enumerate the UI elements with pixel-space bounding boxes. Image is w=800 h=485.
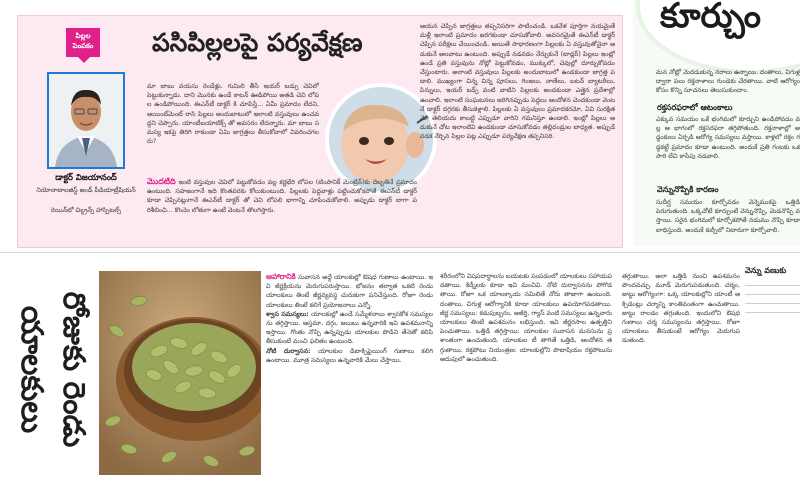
right-section1-title: రక్తసరఫరాలో ఆటంకాలు <box>657 103 733 112</box>
vertical-title <box>6 262 94 477</box>
person-portrait-icon <box>49 74 123 167</box>
category-badge: పిల్లల పెంపకం <box>66 28 100 57</box>
badge-pointer <box>78 57 90 63</box>
cardamom-bowl-icon <box>99 271 261 475</box>
col1-text-2: యాలకుల్లో ఉండే సమ్మేళనాలు శ్వాసకోశ సమస్యలను తగ్గిస్తాయి. ఆస్తమా, దగ్గు, జలుబు ఉన్నవారికి ఇవి ఉపశమనాన్ని ఇస్తాయి. గొంతు నొప్పి ఉన్నప్పుడు యాలకుల పొడిని తేనెతో కలిపి తీసుకుంటే మంచి ఫలితం ఉంటుంది. <box>266 310 433 346</box>
col1-lead-2: శ్వాస సమస్యలు: <box>266 310 309 318</box>
question-text: మా బాబు వయసు రెండేళ్లు. గుమిలి తీసే ఇయర్ బడ్సు చెవిలో పెట్టుకున్నాడు. దాని మొనకు ఉండే కాటన్ ఊడిపోయి అతడి చెవి లోపల ఉండిపోయింది. ఈఎన్‌టీ డాక్టర్ కి చూపిస్తే... ఏమీ ప్రమాదం లేదని, ఆయింట్‌మెంట్ రాసి పిల్లలు అందుబాటులో ఇలాంటి వస్తువులు ఉంచవద్దని చెప్పారు. యాంటీబయాటిక్స్ తో అవసరం లేదన్నారు. మా బాబు సమస్య ఇకపై తిరిగి రాకుండా ఏమి జాగ్రత్తలు తీసుకోవాలో వివరించగలరు? <box>147 83 319 146</box>
author-photo <box>47 72 125 169</box>
author-hospital: రెయిన్‌బో చిల్డ్రన్స్ హాస్పిటల్స్ <box>50 207 122 214</box>
right-article-intro: మన నోట్లో మెదడుకున్న నరాలు ఉన్నాయి. దంతాలు, చిగుళ్ల ద్వారా పలు రక్తనాళాలు గుండెకు చేరతాయి. వాటి ఆరోగ్యం కోసం కొన్ని సూచనలు తెలుసుకుందాం. <box>656 69 800 95</box>
baby-face-icon <box>329 87 433 191</box>
right-article-title: కూర్చుం <box>660 0 762 36</box>
author-title: నియోనాటాలజిస్ట్ అండ్ పీడియాట్రీషియన్ <box>36 187 136 194</box>
answer-text-start <box>147 177 417 241</box>
vertical-title-text: రోజుకు రెండు యాలకులు <box>14 291 91 448</box>
right-section3-title: వెన్ను వణుకు <box>745 266 787 275</box>
right-section2-title: వెన్నునొప్పికి కారణం <box>657 185 719 194</box>
answer-start-body: ఇంటి వస్తువుల చెవిలో పెట్టుకోవడం వల్ల కర్ణభేరి లోపల (టింపానిక్ మెంబ్రేన్)కు దెబ్బతినే ప్రమాదం ఉంటుంది. సహజంగానే ఇది కొంతవరకు కోలుకుంటుంది. పిల్లలకు పెద్దవాళ్లు పట్టించుకోకపోతే ఈఎన్‌టీ డాక్టర్ కూడా చెప్పినట్లుగానే ఈఎన్‌టీ డాక్టర్ తో చెవి లోపలి భాగాన్ని చూపించుకోవాలి. అప్పుడు డాక్టర్ బాగా పరిశీలించి... కొంచెం లోతుగా ఉంటే వెంటనే తొలగిస్తారు. <box>147 179 417 214</box>
author-name: డాక్టర్ విజయానంద్ <box>55 172 117 182</box>
col1-lead-1: ఆహారానికి <box>266 272 296 281</box>
right-section1-text: ఎక్కువ సమయం ఒకే భంగిమలో కూర్చుని ఉండిపోవడం వల్ల ఆ భాగంలో రక్తసరఫరా తగ్గిపోతుంది. రక్తనాళాల్లో అడ్డంకులు ఏర్పడి ఆరోగ్య సమస్యలు వస్తాయి. కాళ్లలో రక్తం గడ్డకట్టే ప్రమాదం కూడా ఉంటుంది. అందుకే ప్రతి గంటకు ఒకసారి లేచి కాసేపు నడవాలి. <box>656 116 800 160</box>
right-section2-text: సుదీర్ఘ సమయం కూర్చోవడం వెన్నెముకపై ఒత్తిడి పెరుగుతుంది. ఒక్కచోటే కూర్చుంటే వెన్నునొప్పి, మెడనొప్పి వస్తాయి. సరైన భంగిమలో కూర్చోకపోతే నడుము నొప్పి కూడా బాధిస్తుంది. అందుకే కుర్చీలో నిటారుగా కూర్చోవాలి. <box>656 199 800 234</box>
bottom-column-2: శరీరంలోని విషపదార్థాలను బయటకు పంపడంలో యాలకులు సహాయపడతాయి. కిడ్నీలకు కూడా ఇవి మంచివి. నోటి దుర్వాసనను పోగొడతాయి. రోజూ ఒక యాలక్కాయ నమిలితే నోరు తాజాగా ఉంటుంది. దంతాలు, చిగుళ్ల ఆరోగ్యానికి కూడా యాలకులు ఉపయోగపడతాయి. జీర్ణ సమస్యలు: కడుపుబ్బరం, అజీర్తి, గ్యాస్ వంటి సమస్యలు ఉన్నవారు యాలకులు తింటే ఉపశమనం లభిస్తుంది. ఇవి జీర్ణరసాల ఉత్పత్తిని పెంచుతాయి. ఒత్తిడి తగ్గిస్తాయి: యాలకుల సువాసన మనసును ప్రశాంతంగా ఉంచుతుంది. యాలకుల టీ తాగితే ఒత్తిడి, ఆందోళన తగ్గుతాయి. రక్తపోటు నియంత్రణ: యాలకుల్లోని పొటాషియం రక్తపోటును అదుపులో ఉంచుతుంది. <box>440 273 612 363</box>
answer-lead: మొదటిది <box>147 177 176 186</box>
right-edge-text-stub <box>745 280 800 320</box>
article-title: పసిపిల్లలపై పర్యవేక్షణ <box>152 28 363 57</box>
col1-lead-3: నోటి దుర్వాసన: <box>266 347 311 355</box>
answer-text-continued: ఆయన చెప్పిన జాగ్రత్తలు తప్పనిసరిగా పాటించండి. ఒకవేళ పూర్తిగా నయమైతే మళ్లీ ఇలాంటి ప్రమాదం జరగకుండా చూసుకోవాలి. అవసరమైతే ఈఎన్‌టీ డాక్టర్ చెప్పిన పరీక్షలు చేయించండి. అయితే సాధారణంగా పిల్లలకు ఏ వస్తువుతోనైనా ఆడుకునే అలవాటు ఉంటుంది. అప్పుడే నడవడం నేర్చుకునే (టాడ్లర్) పిల్లలు ఇంట్లో ఉండే ప్రతి వస్తువును నోట్లో పెట్టుకోవడం, ముక్కులో, చెవుల్లో దూర్చుకోవడం చేస్తుంటారు. అలాంటి వస్తువులు పిల్లలకు అందుబాటులో ఉండకుండా జాగ్రత్త పడాలి. ముఖ్యంగా చిన్న చిన్న పూసలు, గింజలు, నాణేలు, బటన్ బ్యాటరీలు, పిన్నులు, ఇయర్ బడ్స్ వంటి వాటిని పిల్లలకు అందకుండా ఎత్తైన ప్రదేశాల్లో ఉంచాలి. ఇలాంటి సంఘటనలు జరిగినప్పుడు పెద్దలు ఆందోళన చెందకుండా వెంటనే డాక్టర్ దగ్గరకు తీసుకెళ్లాలి. పిల్లలకు ఏ వస్తువులు ప్రమాదకరమో, ఏవి సురక్షితమో తెలియదు కాబట్టి ఎప్పుడూ వారిని గమనిస్తూ ఉండాలి. ఇంట్లో పిల్లలు ఆడుకునే చోట ఇలాంటివి ఉండకుండా చూసుకోవడం తల్లిదండ్రుల బాధ్యత. అప్పుడే నడక నేర్చిన పిల్లల పట్ల ఎప్పుడూ పర్యవేక్షణ తప్పనిసరి. <box>420 23 615 141</box>
col1-text-3: యాలకుల డిటాక్సిఫైయింగ్ గుణాలు కలిగి ఉంటాయి. మూత్ర సమస్యలు ఉన్నవారికి మేలు చేస్తాయి. <box>266 347 433 364</box>
col1-text-1: సువాసన అద్దే యాలకుల్లో ఔషధ గుణాలు ఉంటాయి. ఇవి జీర్ణక్రియను మెరుగుపరుస్తాయి. భోజనం తర్వాత ఒకటి రెండు యాలకులు తింటే జీర్ణవ్యవస్థ చురుకుగా పనిచేస్తుంది. రోజూ రెండు యాలకులు తింటే కలిగే ప్రయోజనాలు ఎన్నో. <box>266 274 433 309</box>
bottom-column-3: తగ్గుతాయి. అలా ఒత్తిడి నుంచి ఉపశమనం పొందవచ్చు. మూడ్ మెరుగుపడుతుంది. చర్మం, జుట్టు ఆరోగ్యంగా: ఒక్క యాలకుల్లోని యాంటీ ఆక్సిడెంట్లు చర్మాన్ని కాంతివంతంగా ఉంచుతాయి. జుట్టు రాలడం తగ్గుతుంది. ఇందులోని ఔషధ గుణాలు చర్మ సమస్యలను తగ్గిస్తాయి. రోజూ యాలకులు తీసుకుంటే ఆరోగ్యం మెరుగుపడుతుంది. <box>622 273 740 345</box>
bottom-column-1 <box>266 272 433 476</box>
cardamom-photo <box>99 271 261 475</box>
divider-line <box>0 252 800 253</box>
